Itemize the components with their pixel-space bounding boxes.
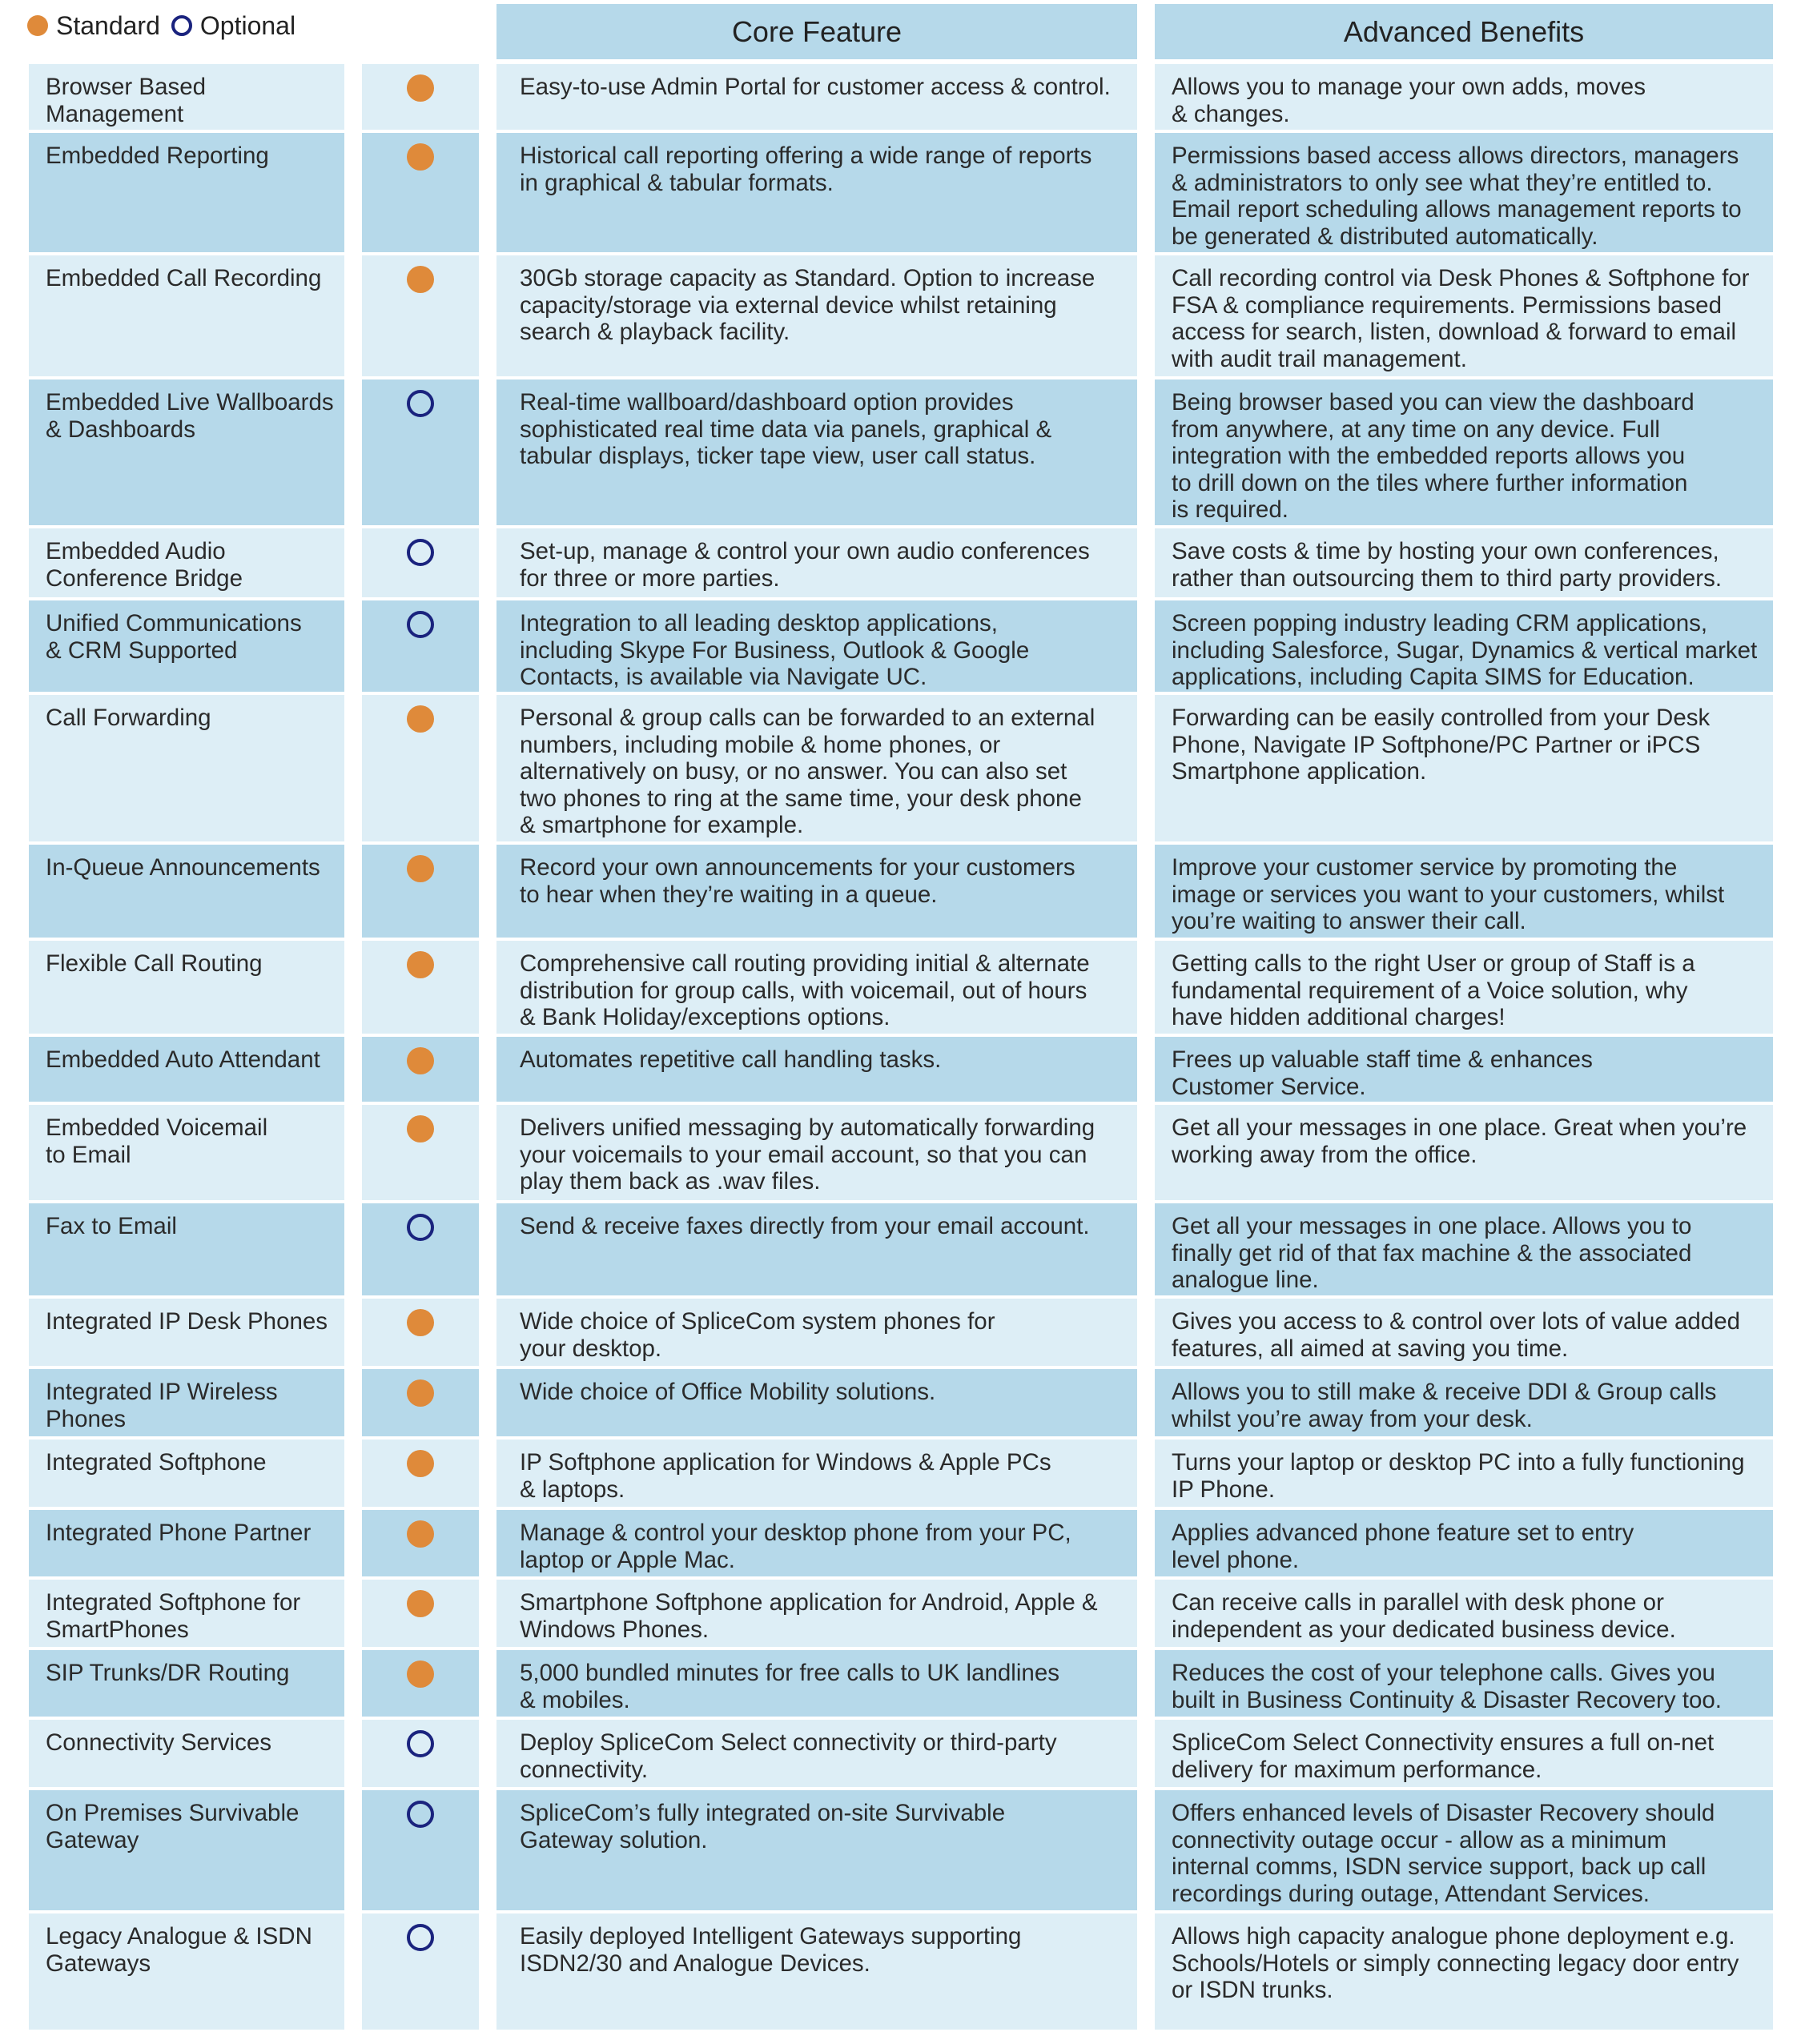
- feature-name: Integrated Softphone for SmartPhones: [29, 1580, 344, 1647]
- core-feature-text: Deploy SpliceCom Select connectivity or third-party connectivity.: [496, 1720, 1137, 1787]
- availability-cell: [362, 1913, 479, 2030]
- table-row: [0, 845, 1801, 941]
- table-row: [0, 64, 1801, 133]
- table-row: [0, 1105, 1801, 1203]
- feature-name: Integrated Softphone: [29, 1440, 344, 1507]
- availability-cell: [362, 1720, 479, 1787]
- feature-name: Fax to Email: [29, 1203, 344, 1295]
- standard-dot-icon: [407, 1309, 434, 1336]
- table-row: [0, 255, 1801, 379]
- core-feature-text: IP Softphone application for Windows & Apple PCs & laptops.: [496, 1440, 1137, 1507]
- feature-name: Unified Communications & CRM Supported: [29, 600, 344, 692]
- legend-optional-label: Optional: [199, 10, 296, 40]
- core-feature-text: Comprehensive call routing providing initial & alternate distribution for group calls, with voicemail, out of hours & Bank Holiday/exceptions options.: [496, 941, 1137, 1034]
- availability-cell: [362, 1510, 479, 1576]
- table-row: [0, 1440, 1801, 1510]
- advanced-benefit-text: Offers enhanced levels of Disaster Recovery should connectivity outage occur - allow as a minimum internal comms, ISDN service support, back up call recordings during outage, Attendant Services.: [1155, 1790, 1773, 1910]
- table-row: [0, 1913, 1801, 2033]
- availability-cell: [362, 1299, 479, 1366]
- standard-dot-icon: [407, 1115, 434, 1142]
- availability-cell: [362, 1650, 479, 1717]
- availability-cell: [362, 379, 479, 525]
- standard-dot-icon: [407, 143, 434, 171]
- optional-circle-icon: [407, 1214, 434, 1241]
- feature-name: Connectivity Services: [29, 1720, 344, 1787]
- table-row: [0, 133, 1801, 255]
- advanced-benefit-text: Improve your customer service by promoting the image or services you want to your customers, whilst you’re waiting to answer their call.: [1155, 845, 1773, 938]
- table-row: [0, 1650, 1801, 1720]
- feature-name: Embedded Audio Conference Bridge: [29, 528, 344, 597]
- table-row: [0, 1299, 1801, 1369]
- feature-name: Integrated IP Desk Phones: [29, 1299, 344, 1366]
- availability-cell: [362, 1580, 479, 1647]
- core-feature-text: Set-up, manage & control your own audio conferences for three or more parties.: [496, 528, 1137, 597]
- core-feature-text: Manage & control your desktop phone from your PC, laptop or Apple Mac.: [496, 1510, 1137, 1576]
- advanced-benefit-text: Allows you to manage your own adds, moves & changes.: [1155, 64, 1773, 130]
- legend-standard-label: Standard: [56, 10, 160, 40]
- standard-dot-icon: [407, 1047, 434, 1074]
- core-feature-text: Wide choice of SpliceCom system phones for your desktop.: [496, 1299, 1137, 1366]
- advanced-benefit-text: Reduces the cost of your telephone calls. Gives you built in Business Continuity & Disaster Recovery too.: [1155, 1650, 1773, 1717]
- table-row: [0, 600, 1801, 695]
- feature-name: Integrated Phone Partner: [29, 1510, 344, 1576]
- core-feature-text: Wide choice of Office Mobility solutions.: [496, 1369, 1137, 1436]
- core-feature-text: Personal & group calls can be forwarded to an external numbers, including mobile & home phones, or alternatively on busy, or no answer. You can also set two phones to ring at the same time, your desk phone & smartphone for example.: [496, 695, 1137, 841]
- advanced-benefit-text: Getting calls to the right User or group of Staff is a fundamental requirement of a Voice solution, why have hidden additional charges!: [1155, 941, 1773, 1034]
- availability-cell: [362, 600, 479, 692]
- advanced-benefit-text: SpliceCom Select Connectivity ensures a full on-net delivery for maximum performance.: [1155, 1720, 1773, 1787]
- table-row: [0, 1369, 1801, 1440]
- standard-dot-icon: [407, 74, 434, 102]
- core-feature-text: Send & receive faxes directly from your email account.: [496, 1203, 1137, 1295]
- advanced-benefit-text: Gives you access to & control over lots of value added features, all aimed at saving you time.: [1155, 1299, 1773, 1366]
- advanced-benefit-text: Turns your laptop or desktop PC into a fully functioning IP Phone.: [1155, 1440, 1773, 1507]
- optional-circle-icon: [407, 1801, 434, 1828]
- table-row: [0, 1037, 1801, 1105]
- standard-dot-icon: [407, 1590, 434, 1617]
- availability-cell: [362, 1203, 479, 1295]
- table-row: [0, 528, 1801, 600]
- core-feature-text: Easy-to-use Admin Portal for customer access & control.: [496, 64, 1137, 130]
- standard-dot-icon: [27, 15, 48, 36]
- core-feature-text: Delivers unified messaging by automatically forwarding your voicemails to your email account, so that you can play them back as .wav files.: [496, 1105, 1137, 1200]
- standard-dot-icon: [407, 951, 434, 978]
- availability-cell: [362, 1440, 479, 1507]
- advanced-benefit-text: Call recording control via Desk Phones & Softphone for FSA & compliance requirements. Permissions based access for search, listen, download & forward to email with audit trail management.: [1155, 255, 1773, 376]
- advanced-benefit-text: Save costs & time by hosting your own conferences, rather than outsourcing them to third party providers.: [1155, 528, 1773, 597]
- feature-name: Flexible Call Routing: [29, 941, 344, 1034]
- standard-dot-icon: [407, 1660, 434, 1688]
- table-row: [0, 695, 1801, 845]
- availability-cell: [362, 1037, 479, 1102]
- advanced-benefit-text: Allows high capacity analogue phone deployment e.g. Schools/Hotels or simply connecting legacy door entry or ISDN trunks.: [1155, 1913, 1773, 2030]
- standard-dot-icon: [407, 705, 434, 733]
- advanced-benefit-text: Screen popping industry leading CRM applications, including Salesforce, Sugar, Dynamics & vertical market applications, including Capita SIMS for Education.: [1155, 600, 1773, 692]
- feature-name: In-Queue Announcements: [29, 845, 344, 938]
- core-feature-text: Automates repetitive call handling tasks.: [496, 1037, 1137, 1102]
- availability-cell: [362, 1790, 479, 1910]
- availability-cell: [362, 255, 479, 376]
- core-feature-text: Easily deployed Intelligent Gateways supporting ISDN2/30 and Analogue Devices.: [496, 1913, 1137, 2030]
- table-row: [0, 1720, 1801, 1790]
- core-feature-text: 5,000 bundled minutes for free calls to UK landlines & mobiles.: [496, 1650, 1137, 1717]
- availability-cell: [362, 528, 479, 597]
- optional-circle-icon: [407, 1924, 434, 1951]
- feature-name: SIP Trunks/DR Routing: [29, 1650, 344, 1717]
- advanced-benefit-text: Being browser based you can view the dashboard from anywhere, at any time on any device. Full integration with the embedded reports allows you to drill down on the tiles where further information is required.: [1155, 379, 1773, 525]
- availability-cell: [362, 1105, 479, 1200]
- optional-circle-icon: [407, 539, 434, 566]
- core-feature-text: Smartphone Softphone application for Android, Apple & Windows Phones.: [496, 1580, 1137, 1647]
- feature-name: Embedded Reporting: [29, 133, 344, 252]
- standard-dot-icon: [407, 1450, 434, 1477]
- legend: [27, 6, 307, 45]
- core-feature-text: Real-time wallboard/dashboard option provides sophisticated real time data via panels, graphical & tabular displays, ticker tape view, user call status.: [496, 379, 1137, 525]
- core-feature-text: Integration to all leading desktop applications, including Skype For Business, Outlook & Google Contacts, is available via Navigate UC.: [496, 600, 1137, 692]
- table-row: [0, 1203, 1801, 1299]
- feature-name: Integrated IP Wireless Phones: [29, 1369, 344, 1436]
- core-feature-text: Record your own announcements for your customers to hear when they’re waiting in a queue.: [496, 845, 1137, 938]
- core-feature-text: SpliceCom’s fully integrated on-site Survivable Gateway solution.: [496, 1790, 1137, 1910]
- availability-cell: [362, 845, 479, 938]
- advanced-benefit-text: Can receive calls in parallel with desk phone or independent as your dedicated business device.: [1155, 1580, 1773, 1647]
- core-feature-text: Historical call reporting offering a wide range of reports in graphical & tabular formats.: [496, 133, 1137, 252]
- header-advanced-benefits: Advanced Benefits: [1155, 4, 1773, 59]
- standard-dot-icon: [407, 1379, 434, 1407]
- table-row: [0, 1790, 1801, 1913]
- table-row: [0, 941, 1801, 1037]
- feature-name: Legacy Analogue & ISDN Gateways: [29, 1913, 344, 2030]
- table-row: [0, 1510, 1801, 1580]
- advanced-benefit-text: Get all your messages in one place. Great when you’re working away from the office.: [1155, 1105, 1773, 1200]
- optional-circle-icon: [171, 15, 192, 36]
- feature-name: Embedded Call Recording: [29, 255, 344, 376]
- availability-cell: [362, 1369, 479, 1436]
- feature-name: On Premises Survivable Gateway: [29, 1790, 344, 1910]
- advanced-benefit-text: Forwarding can be easily controlled from your Desk Phone, Navigate IP Softphone/PC Partner or iPCS Smartphone application.: [1155, 695, 1773, 841]
- availability-cell: [362, 64, 479, 130]
- optional-circle-icon: [407, 390, 434, 417]
- optional-circle-icon: [407, 611, 434, 638]
- availability-cell: [362, 695, 479, 841]
- advanced-benefit-text: Get all your messages in one place. Allows you to finally get rid of that fax machine & the associated analogue line.: [1155, 1203, 1773, 1295]
- feature-name: Embedded Live Wallboards & Dashboards: [29, 379, 344, 525]
- feature-name: Embedded Voicemail to Email: [29, 1105, 344, 1200]
- feature-name: Call Forwarding: [29, 695, 344, 841]
- advanced-benefit-text: Allows you to still make & receive DDI & Group calls whilst you’re away from your desk.: [1155, 1369, 1773, 1436]
- feature-name: Browser Based Management: [29, 64, 344, 130]
- optional-circle-icon: [407, 1730, 434, 1757]
- table-row: [0, 379, 1801, 528]
- advanced-benefit-text: Frees up valuable staff time & enhances Customer Service.: [1155, 1037, 1773, 1102]
- core-feature-text: 30Gb storage capacity as Standard. Option to increase capacity/storage via external device whilst retaining search & playback facility.: [496, 255, 1137, 376]
- standard-dot-icon: [407, 266, 434, 293]
- availability-cell: [362, 133, 479, 252]
- standard-dot-icon: [407, 1520, 434, 1548]
- feature-name: Embedded Auto Attendant: [29, 1037, 344, 1102]
- availability-cell: [362, 941, 479, 1034]
- table-row: [0, 1580, 1801, 1650]
- advanced-benefit-text: Permissions based access allows directors, managers & administrators to only see what they’re entitled to. Email report scheduling allows management reports to be generated & distributed automatically.: [1155, 133, 1773, 252]
- standard-dot-icon: [407, 855, 434, 882]
- header-core-feature: Core Feature: [496, 4, 1137, 59]
- advanced-benefit-text: Applies advanced phone feature set to entry level phone.: [1155, 1510, 1773, 1576]
